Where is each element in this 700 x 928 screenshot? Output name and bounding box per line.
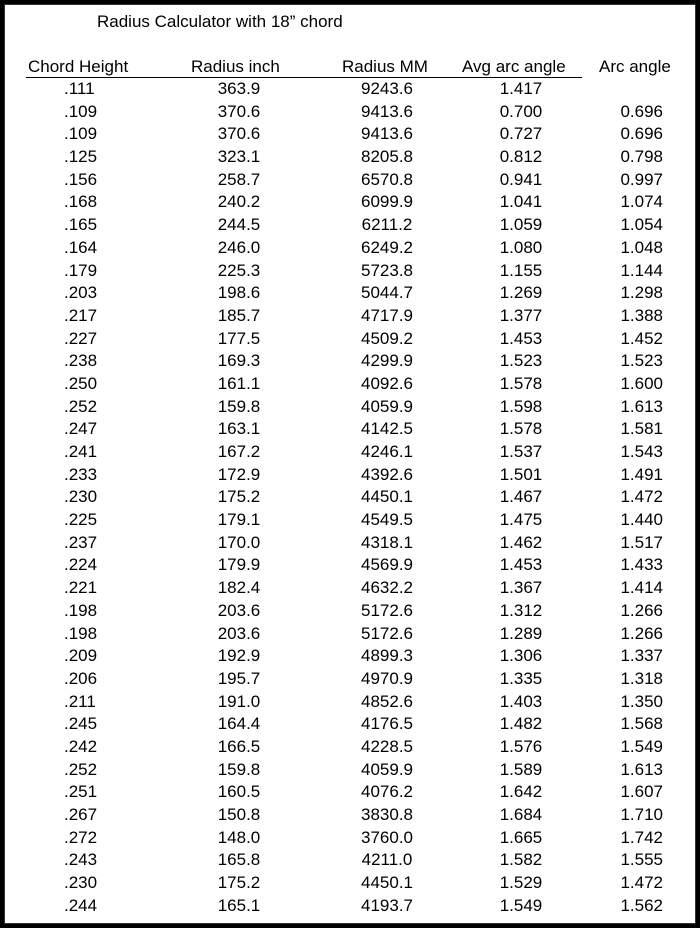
radius-mm-cell: 6570.8: [361, 169, 413, 189]
arc-angle-cell: 1.414: [620, 578, 663, 598]
chord-height-cell: .225: [64, 510, 98, 530]
radius-mm-cell: 4450.1: [361, 873, 413, 893]
arc-angle-cell: 1.517: [620, 532, 663, 552]
arc-angle-cell: 1.549: [620, 736, 663, 756]
table-row: [4, 872, 696, 895]
arc-angle-cell: 1.562: [620, 895, 663, 915]
table-row: [4, 645, 696, 668]
avg-arc-angle-cell: 1.684: [499, 805, 543, 824]
chord-height-cell: .125: [64, 147, 98, 167]
avg-arc-angle-cell: 1.453: [499, 555, 543, 575]
radius-mm-cell: 4717.9: [361, 305, 413, 325]
avg-arc-angle-cell: 0.700: [499, 101, 543, 121]
table-row: [4, 759, 696, 782]
radius-inch-cell: 370.6: [217, 124, 261, 144]
table-row: [4, 146, 696, 169]
table-body: [4, 78, 696, 917]
radius-inch-cell: 240.2: [217, 192, 261, 212]
radius-inch-cell: 203.6: [217, 623, 261, 643]
chord-height-cell: .209: [64, 646, 98, 666]
avg-arc-angle-cell: 1.059: [499, 215, 543, 235]
avg-arc-angle-cell: 1.642: [499, 782, 543, 802]
chord-height-cell: .252: [64, 759, 98, 779]
chord-height-cell: .238: [64, 351, 98, 371]
radius-mm-cell: 3760.0: [361, 827, 413, 847]
radius-inch-cell: 165.1: [217, 895, 261, 915]
avg-arc-angle-cell: 1.306: [499, 646, 543, 666]
radius-mm-cell: 4228.5: [361, 736, 413, 756]
table-row: [4, 464, 696, 487]
avg-arc-angle-cell: 1.523: [499, 351, 543, 371]
radius-mm-cell: 4392.6: [361, 464, 413, 484]
arc-angle-cell: 1.523: [620, 351, 663, 371]
avg-arc-angle-cell: 1.665: [499, 827, 543, 847]
page-title: Radius Calculator with 18” chord: [97, 12, 343, 31]
radius-mm-cell: 5044.7: [361, 283, 413, 303]
arc-angle-cell: 1.350: [620, 691, 663, 711]
avg-arc-angle-cell: 0.812: [499, 147, 543, 167]
arc-angle-cell: 1.266: [620, 623, 663, 643]
header-radius-mm: Radius MM: [342, 57, 428, 76]
chord-height-cell: .244: [64, 895, 98, 915]
table-row: [4, 237, 696, 260]
arc-angle-cell: 1.472: [620, 487, 663, 507]
avg-arc-angle-cell: 1.462: [499, 532, 543, 552]
radius-mm-cell: 4299.9: [361, 351, 413, 371]
chord-height-cell: .250: [64, 373, 98, 393]
table-row: [4, 713, 696, 736]
radius-mm-cell: 4318.1: [361, 532, 413, 552]
radius-mm-cell: 4076.2: [361, 782, 413, 802]
radius-inch-cell: 160.5: [217, 782, 261, 802]
table-row: [4, 849, 696, 872]
radius-mm-cell: 6211.2: [361, 215, 413, 235]
arc-angle-cell: 1.710: [620, 805, 663, 824]
arc-angle-cell: 1.607: [620, 782, 663, 802]
avg-arc-angle-cell: 1.453: [499, 328, 543, 348]
table-row: [4, 260, 696, 283]
chord-height-cell: .230: [64, 873, 98, 893]
arc-angle-cell: 1.581: [620, 419, 663, 439]
arc-angle-cell: 1.266: [620, 600, 663, 620]
arc-angle-cell: 1.613: [620, 396, 663, 416]
chord-height-cell: .206: [64, 668, 98, 688]
table-row: [4, 532, 696, 555]
radius-inch-cell: 148.0: [217, 827, 261, 847]
arc-angle-cell: 1.568: [620, 714, 663, 734]
avg-arc-angle-cell: 1.482: [499, 714, 543, 734]
table-row: [4, 214, 696, 237]
chord-height-cell: .109: [64, 101, 98, 121]
table-row: [4, 373, 696, 396]
radius-mm-cell: 4899.3: [361, 646, 413, 666]
radius-inch-cell: 225.3: [217, 260, 261, 280]
header-avg-arc-angle: Avg arc angle: [462, 57, 566, 76]
radius-inch-cell: 246.0: [217, 237, 261, 257]
radius-inch-cell: 175.2: [217, 873, 261, 893]
radius-inch-cell: 170.0: [217, 532, 261, 552]
radius-mm-cell: 5172.6: [361, 600, 413, 620]
radius-inch-cell: 161.1: [217, 373, 261, 393]
radius-mm-cell: 5723.8: [361, 260, 413, 280]
avg-arc-angle-cell: 1.582: [499, 850, 543, 870]
arc-angle-cell: 1.472: [620, 873, 663, 893]
chord-height-cell: .198: [64, 623, 98, 643]
radius-inch-cell: 203.6: [217, 600, 261, 620]
radius-mm-cell: 4059.9: [361, 396, 413, 416]
arc-angle-cell: 1.452: [620, 328, 663, 348]
avg-arc-angle-cell: 1.529: [499, 873, 543, 893]
chord-height-cell: .111: [64, 79, 95, 98]
radius-mm-cell: 9243.6: [361, 79, 413, 98]
radius-inch-cell: 159.8: [217, 759, 261, 779]
table-row: [4, 123, 696, 146]
chord-height-cell: .247: [64, 419, 98, 439]
table-row: [4, 418, 696, 441]
avg-arc-angle-cell: 1.403: [499, 691, 543, 711]
avg-arc-angle-cell: 1.475: [499, 510, 543, 530]
radius-inch-cell: 182.4: [217, 578, 261, 598]
table-header: [4, 56, 696, 78]
chord-height-cell: .233: [64, 464, 98, 484]
radius-inch-cell: 363.9: [217, 79, 261, 98]
radius-mm-cell: 4211.0: [361, 850, 413, 870]
table-row: [4, 328, 696, 351]
arc-angle-cell: 1.048: [620, 237, 663, 257]
radius-mm-cell: 6099.9: [361, 192, 413, 212]
chord-height-cell: .179: [64, 260, 98, 280]
radius-mm-cell: 4450.1: [361, 487, 413, 507]
avg-arc-angle-cell: 1.501: [499, 464, 543, 484]
table-row: [4, 191, 696, 214]
avg-arc-angle-cell: 1.549: [499, 895, 543, 915]
table-row: [4, 623, 696, 646]
table-row: [4, 895, 696, 918]
radius-mm-cell: 4176.5: [361, 714, 413, 734]
avg-arc-angle-cell: 1.417: [499, 79, 543, 98]
avg-arc-angle-cell: 0.727: [499, 124, 543, 144]
table-row: [4, 827, 696, 850]
radius-mm-cell: 3830.8: [361, 805, 413, 824]
arc-angle-cell: 1.074: [620, 192, 663, 212]
arc-angle-cell: 0.696: [620, 101, 663, 121]
radius-mm-cell: 5172.6: [361, 623, 413, 643]
table-row: [4, 554, 696, 577]
radius-inch-cell: 167.2: [217, 442, 261, 461]
chord-height-cell: .230: [64, 487, 98, 507]
arc-angle-cell: 1.433: [620, 555, 663, 575]
header-arc-angle: Arc angle: [599, 57, 671, 76]
radius-mm-cell: 4059.9: [361, 759, 413, 779]
radius-mm-cell: 9413.6: [361, 101, 413, 121]
radius-inch-cell: 166.5: [217, 736, 261, 756]
chord-height-cell: .164: [64, 237, 98, 257]
radius-inch-cell: 163.1: [217, 419, 261, 439]
avg-arc-angle-cell: 1.289: [499, 623, 543, 643]
chord-height-cell: .251: [64, 782, 98, 802]
radius-inch-cell: 179.9: [217, 555, 261, 575]
avg-arc-angle-cell: 1.335: [499, 668, 543, 688]
chord-height-cell: .165: [64, 215, 98, 235]
table-row: [4, 350, 696, 373]
arc-angle-cell: 1.600: [620, 373, 663, 393]
arc-angle-cell: 0.997: [620, 169, 663, 189]
avg-arc-angle-cell: 1.576: [499, 736, 543, 756]
table-row: [4, 668, 696, 691]
table-row: [4, 396, 696, 419]
radius-mm-cell: 4970.9: [361, 668, 413, 688]
table-row: [4, 78, 696, 101]
avg-arc-angle-cell: 1.578: [499, 373, 543, 393]
radius-mm-cell: 8205.8: [361, 147, 413, 167]
avg-arc-angle-cell: 1.578: [499, 419, 543, 439]
table-row: [4, 600, 696, 623]
arc-angle-cell: 1.440: [620, 510, 663, 530]
avg-arc-angle-cell: 1.080: [499, 237, 543, 257]
table-row: [4, 781, 696, 804]
table-row: [4, 305, 696, 328]
radius-inch-cell: 172.9: [217, 464, 261, 484]
table-row: [4, 577, 696, 600]
radius-inch-cell: 198.6: [217, 283, 261, 303]
radius-inch-cell: 185.7: [217, 305, 261, 325]
avg-arc-angle-cell: 1.589: [499, 759, 543, 779]
avg-arc-angle-cell: 1.312: [499, 600, 543, 620]
radius-mm-cell: 4632.2: [361, 578, 413, 598]
radius-mm-cell: 9413.6: [361, 124, 413, 144]
arc-angle-cell: 1.337: [620, 646, 663, 666]
chord-height-cell: .241: [64, 442, 98, 461]
chord-height-cell: .224: [64, 555, 98, 575]
avg-arc-angle-cell: 0.941: [499, 169, 543, 189]
radius-mm-cell: 4092.6: [361, 373, 413, 393]
table-row: [4, 441, 696, 464]
chord-height-cell: .243: [64, 850, 98, 870]
radius-inch-cell: 179.1: [217, 510, 261, 530]
radius-inch-cell: 159.8: [217, 396, 261, 416]
radius-inch-cell: 370.6: [217, 101, 261, 121]
arc-angle-cell: 1.388: [620, 305, 663, 325]
arc-angle-cell: 1.054: [620, 215, 663, 235]
arc-angle-cell: 1.742: [620, 827, 663, 847]
header-chord-height: Chord Height: [28, 57, 129, 76]
chord-height-cell: .227: [64, 328, 98, 348]
chord-height-cell: .242: [64, 736, 98, 756]
arc-angle-cell: 1.491: [620, 464, 663, 484]
radius-mm-cell: 4193.7: [361, 895, 413, 915]
radius-inch-cell: 195.7: [217, 668, 261, 688]
chord-height-cell: .168: [64, 192, 98, 212]
table-row: [4, 169, 696, 192]
radius-mm-cell: 4142.5: [361, 419, 413, 439]
avg-arc-angle-cell: 1.041: [499, 192, 543, 212]
chord-height-cell: .272: [64, 827, 98, 847]
radius-inch-cell: 150.8: [217, 805, 261, 824]
avg-arc-angle-cell: 1.367: [499, 578, 543, 598]
radius-mm-cell: 4852.6: [361, 691, 413, 711]
avg-arc-angle-cell: 1.269: [499, 283, 543, 303]
avg-arc-angle-cell: 1.598: [499, 396, 543, 416]
table-row: [4, 282, 696, 305]
table-row: [4, 691, 696, 714]
avg-arc-angle-cell: 1.537: [499, 442, 543, 461]
arc-angle-cell: 0.696: [620, 124, 663, 144]
arc-angle-cell: 1.613: [620, 759, 663, 779]
table-row: [4, 101, 696, 124]
table-row: [4, 804, 696, 827]
chord-height-cell: .267: [64, 805, 98, 824]
chord-height-cell: .252: [64, 396, 98, 416]
radius-inch-cell: 175.2: [217, 487, 261, 507]
radius-mm-cell: 4549.5: [361, 510, 413, 530]
arc-angle-cell: 1.144: [620, 260, 663, 280]
arc-angle-cell: 1.318: [620, 668, 663, 688]
table-row: [4, 486, 696, 509]
chord-height-cell: .203: [64, 283, 98, 303]
chord-height-cell: .156: [64, 169, 98, 189]
chord-height-cell: .198: [64, 600, 98, 620]
radius-mm-cell: 4509.2: [361, 328, 413, 348]
chord-height-cell: .217: [64, 305, 98, 325]
radius-inch-cell: 244.5: [217, 215, 261, 235]
radius-inch-cell: 258.7: [217, 169, 261, 189]
arc-angle-cell: 1.298: [620, 283, 663, 303]
radius-inch-cell: 177.5: [217, 328, 261, 348]
table-row: [4, 509, 696, 532]
table-row: [4, 736, 696, 759]
chord-height-cell: .237: [64, 532, 98, 552]
chord-height-cell: .211: [64, 691, 96, 711]
arc-angle-cell: 1.543: [620, 442, 663, 461]
radius-mm-cell: 4246.1: [361, 442, 413, 461]
arc-angle-cell: 0.798: [620, 147, 663, 167]
radius-inch-cell: 191.0: [217, 691, 261, 711]
chord-height-cell: .109: [64, 124, 98, 144]
radius-inch-cell: 323.1: [217, 147, 261, 167]
avg-arc-angle-cell: 1.467: [499, 487, 543, 507]
avg-arc-angle-cell: 1.377: [499, 305, 543, 325]
chord-height-cell: .221: [64, 578, 98, 598]
radius-inch-cell: 169.3: [217, 351, 261, 371]
radius-inch-cell: 192.9: [217, 646, 261, 666]
arc-angle-cell: 1.555: [620, 850, 663, 870]
avg-arc-angle-cell: 1.155: [499, 260, 543, 280]
radius-mm-cell: 4569.9: [361, 555, 413, 575]
radius-inch-cell: 164.4: [217, 714, 261, 734]
radius-inch-cell: 165.8: [217, 850, 261, 870]
chord-height-cell: .245: [64, 714, 98, 734]
radius-mm-cell: 6249.2: [361, 237, 413, 257]
header-radius-inch: Radius inch: [191, 57, 280, 76]
